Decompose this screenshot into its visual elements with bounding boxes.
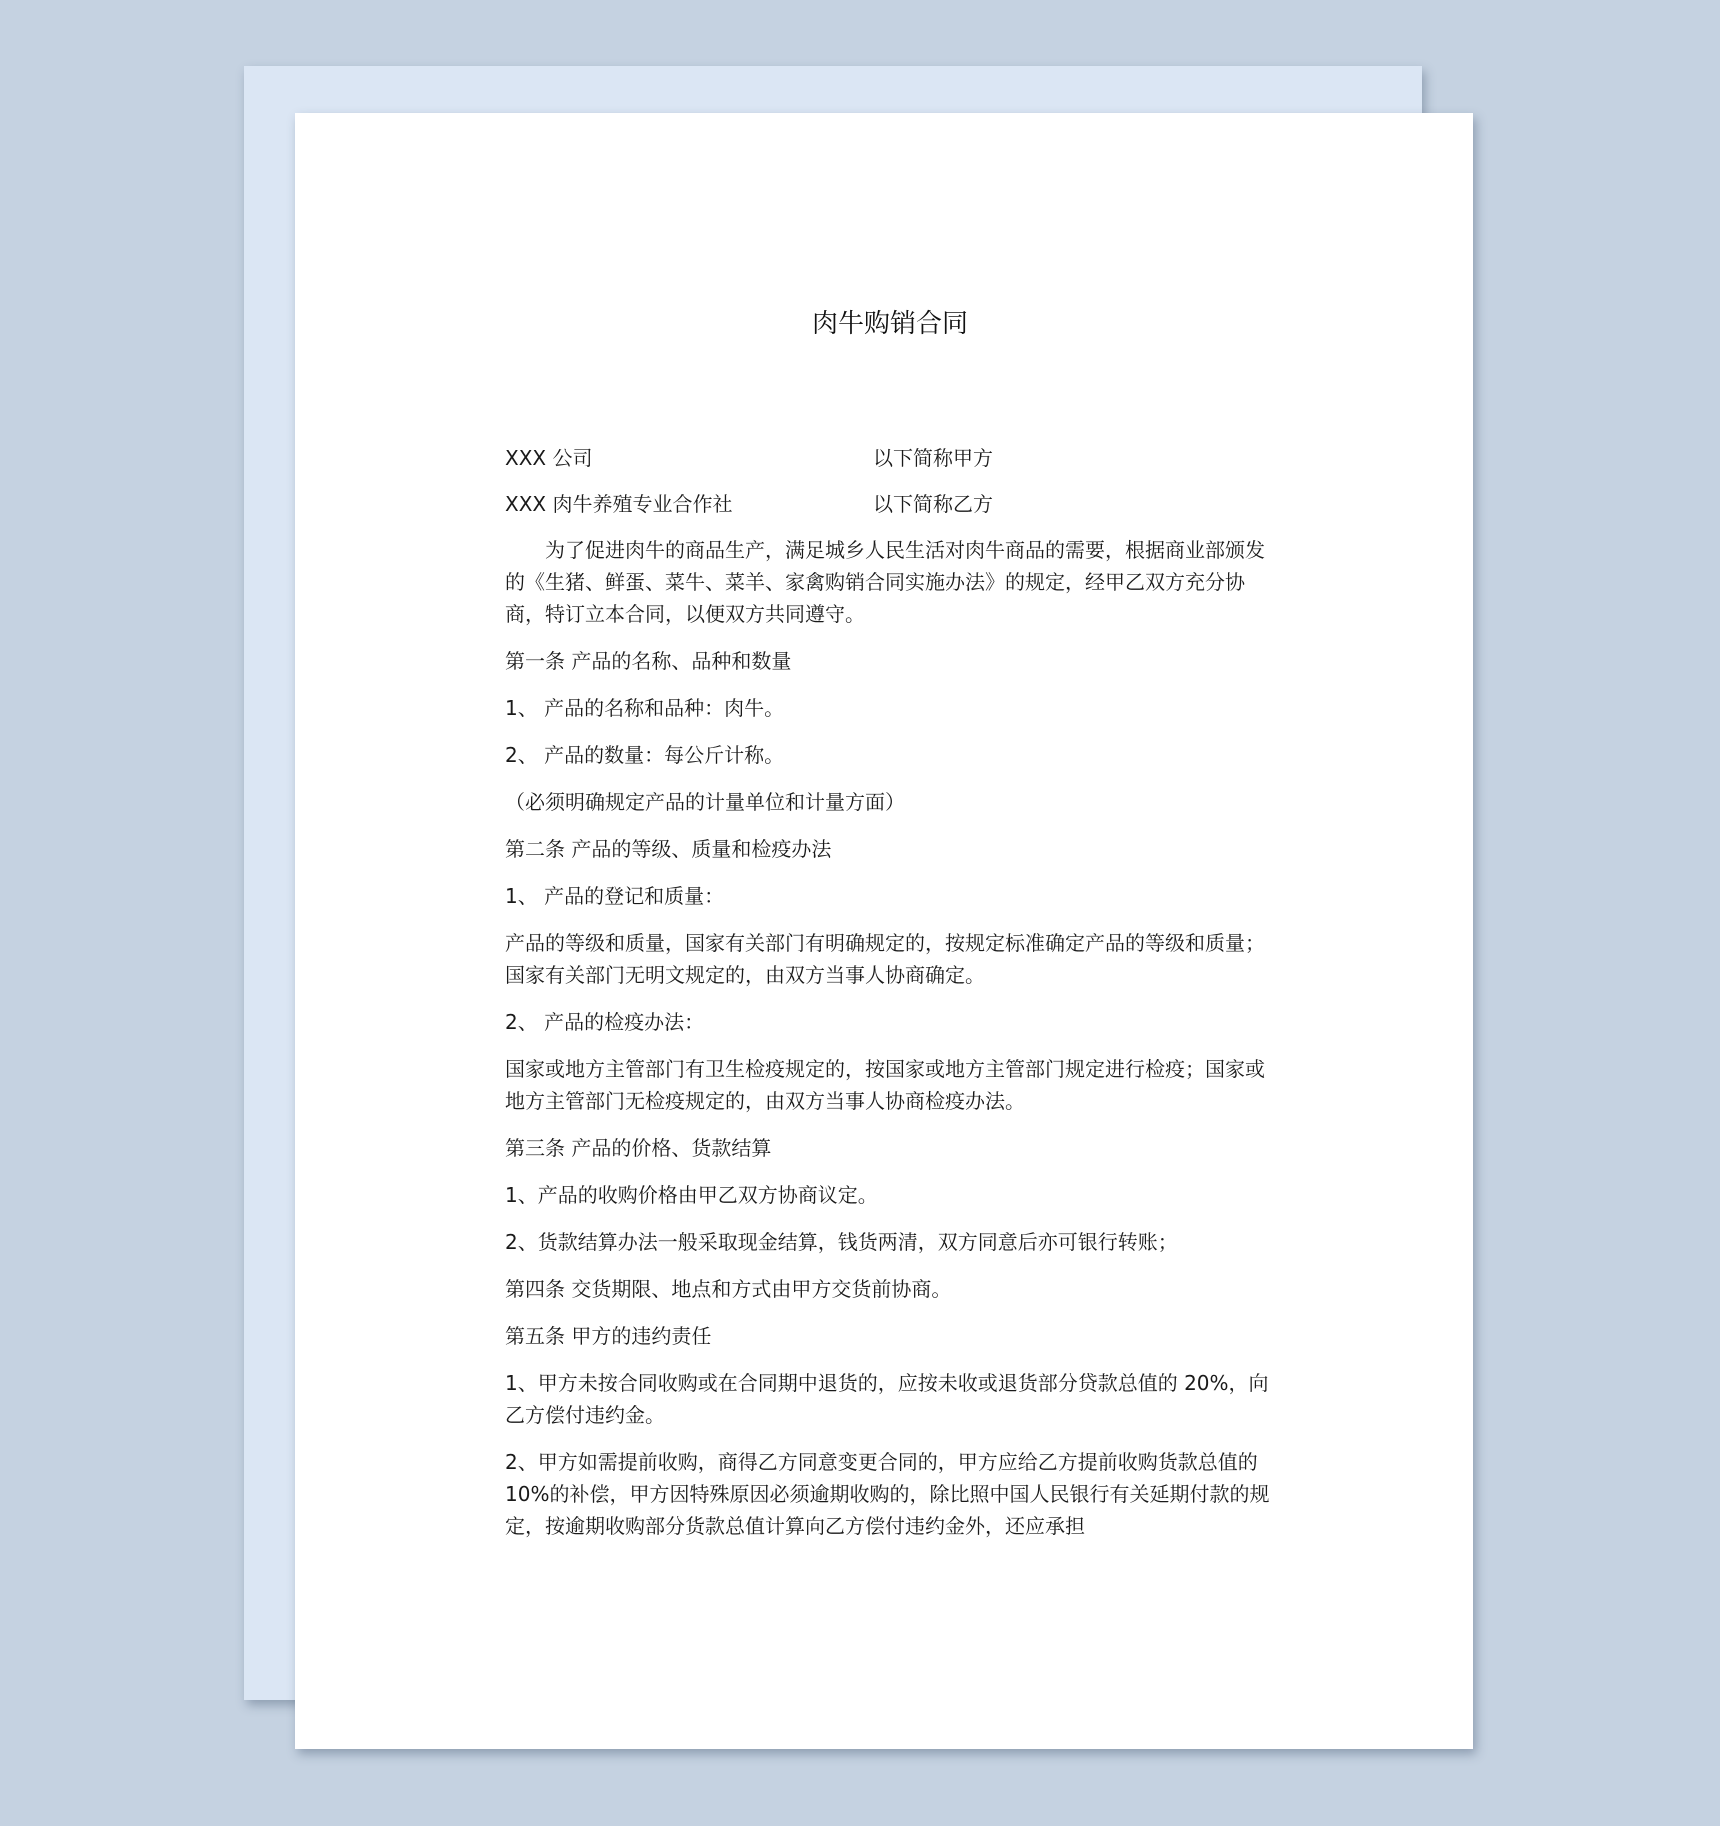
preamble-paragraph: 为了促进肉牛的商品生产，满足城乡人民生活对肉牛商品的需要，根据商业部颁发的《生猪、鲜蛋、菜牛、菜羊、家禽购销合同实施办法》的规定，经甲乙双方充分协商，特订立本合同，以便双方共同遵守。 xyxy=(505,538,1265,626)
article-2-item-1-text: 产品的等级和质量，国家有关部门有明确规定的，按规定标准确定产品的等级和质量；国家有关部门无明文规定的，由双方当事人协商确定。 xyxy=(505,931,1265,987)
article-3-heading: 第三条 产品的价格、货款结算 xyxy=(505,1136,772,1160)
article-1-note: （必须明确规定产品的计量单位和计量方面） xyxy=(505,790,905,814)
article-2-item-1: 1、 产品的登记和质量： xyxy=(505,884,725,908)
party-row-b xyxy=(505,488,1285,520)
article-5-item-2: 2、甲方如需提前收购，商得乙方同意变更合同的，甲方应给乙方提前收购货款总值的 10%的补偿，甲方因特殊原因必须逾期收购的，除比照中国人民银行有关延期付款的规定，按逾期收购部分货款总值计算向乙方偿付违约金外，还应承担 xyxy=(505,1450,1270,1538)
article-1-heading: 第一条 产品的名称、品种和数量 xyxy=(505,649,792,673)
article-3-item-2: 2、货款结算办法一般采取现金结算，钱货两清，双方同意后亦可银行转账； xyxy=(505,1230,1178,1254)
document-title: 肉牛购销合同 xyxy=(811,309,968,339)
article-2-heading: 第二条 产品的等级、质量和检疫办法 xyxy=(505,837,832,861)
article-3-item-1: 1、产品的收购价格由甲乙双方协商议定。 xyxy=(505,1183,878,1207)
party-b-name: XXX 肉牛养殖专业合作社 xyxy=(505,492,733,516)
article-1-item-1: 1、 产品的名称和品种：肉牛。 xyxy=(505,696,785,720)
article-5-heading: 第五条 甲方的违约责任 xyxy=(505,1324,712,1348)
article-4-heading: 第四条 交货期限、地点和方式由甲方交货前协商。 xyxy=(505,1277,952,1301)
party-row-a xyxy=(505,442,1285,474)
article-1-item-2: 2、 产品的数量：每公斤计称。 xyxy=(505,743,785,767)
document-body xyxy=(505,534,1271,1557)
article-5-item-1: 1、甲方未按合同收购或在合同期中退货的，应按未收或退货部分贷款总值的 20%，向乙方偿付违约金。 xyxy=(505,1371,1269,1427)
article-2-item-2: 2、 产品的检疫办法： xyxy=(505,1010,705,1034)
party-a-alias: 以下简称甲方 xyxy=(873,446,993,470)
article-2-item-2-text: 国家或地方主管部门有卫生检疫规定的，按国家或地方主管部门规定进行检疫；国家或地方主管部门无检疫规定的，由双方当事人协商检疫办法。 xyxy=(505,1057,1265,1113)
party-a-name: XXX 公司 xyxy=(505,446,593,470)
party-b-alias: 以下简称乙方 xyxy=(873,492,993,516)
